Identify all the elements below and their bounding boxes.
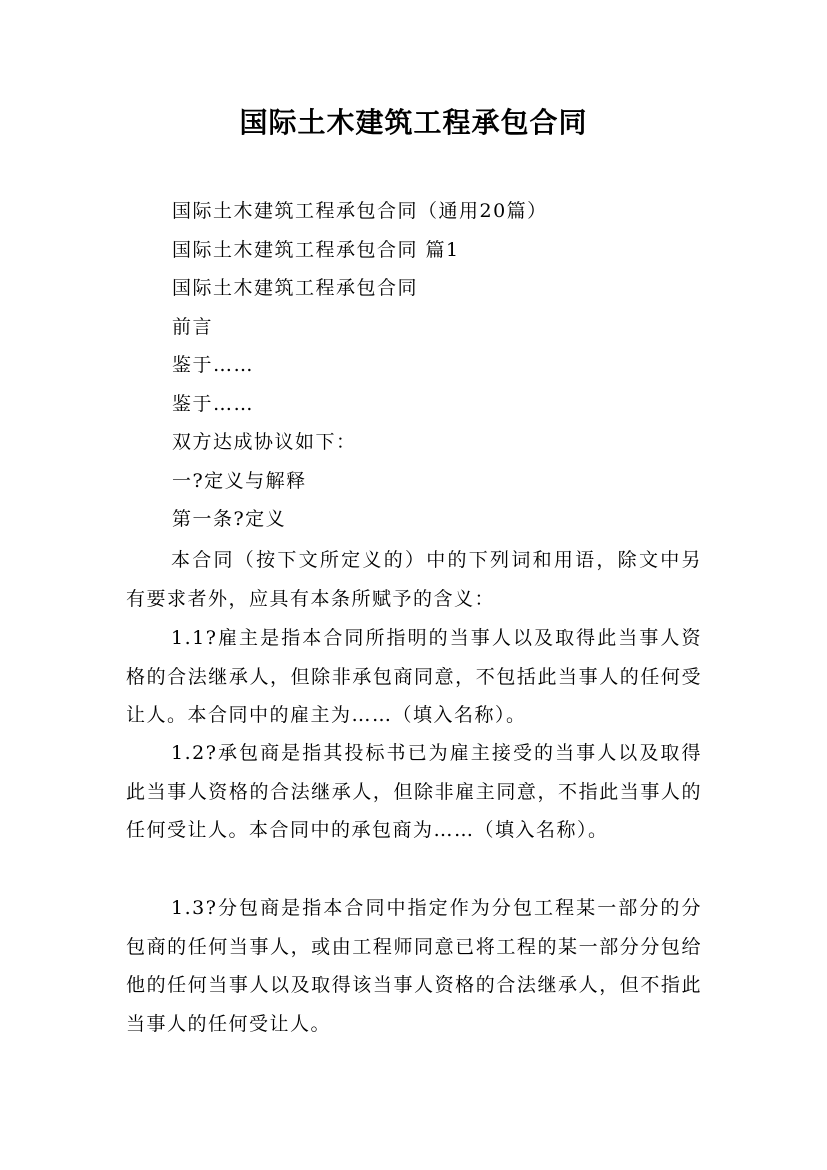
line-article-heading: 第一条?定义 <box>172 508 287 530</box>
line-chapter: 国际土木建筑工程承包合同 篇1 <box>172 239 460 261</box>
document-title: 国际土木建筑工程承包合同 <box>239 106 588 139</box>
line-preface: 前言 <box>172 316 214 338</box>
paragraph-clause-1-3: 1.3?分包商是指本合同中指定作为分包工程某一部分的分包商的任何当事人，或由工程师同意已将工程的某一部分分包给他的任何当事人以及取得该当事人资格的合法继承人，但不指此当事人的任何受让人。 <box>126 897 702 1035</box>
paragraph-intro: 本合同（按下文所定义的）中的下列词和用语，除文中另有要求者外，应具有本条所赋予的含义： <box>126 549 702 610</box>
line-agreement: 双方达成协议如下： <box>172 431 357 453</box>
line-whereas-1: 鉴于…… <box>172 354 255 376</box>
paragraph-clause-1-2: 1.2?承包商是指其投标书已为雇主接受的当事人以及取得此当事人资格的合法继承人，但除非雇主同意，不指此当事人的任何受让人。本合同中的承包商为……（填入名称）。 <box>126 742 702 841</box>
paragraph-clause-1-1: 1.1?雇主是指本合同所指明的当事人以及取得此当事人资格的合法继承人，但除非承包商同意，不包括此当事人的任何受让人。本合同中的雇主为……（填入名称）。 <box>126 627 702 726</box>
line-whereas-2: 鉴于…… <box>172 393 255 415</box>
line-section-heading: 一?定义与解释 <box>172 470 307 492</box>
line-contract-name: 国际土木建筑工程承包合同 <box>172 277 419 299</box>
line-subtitle: 国际土木建筑工程承包合同（通用20篇） <box>172 200 548 222</box>
